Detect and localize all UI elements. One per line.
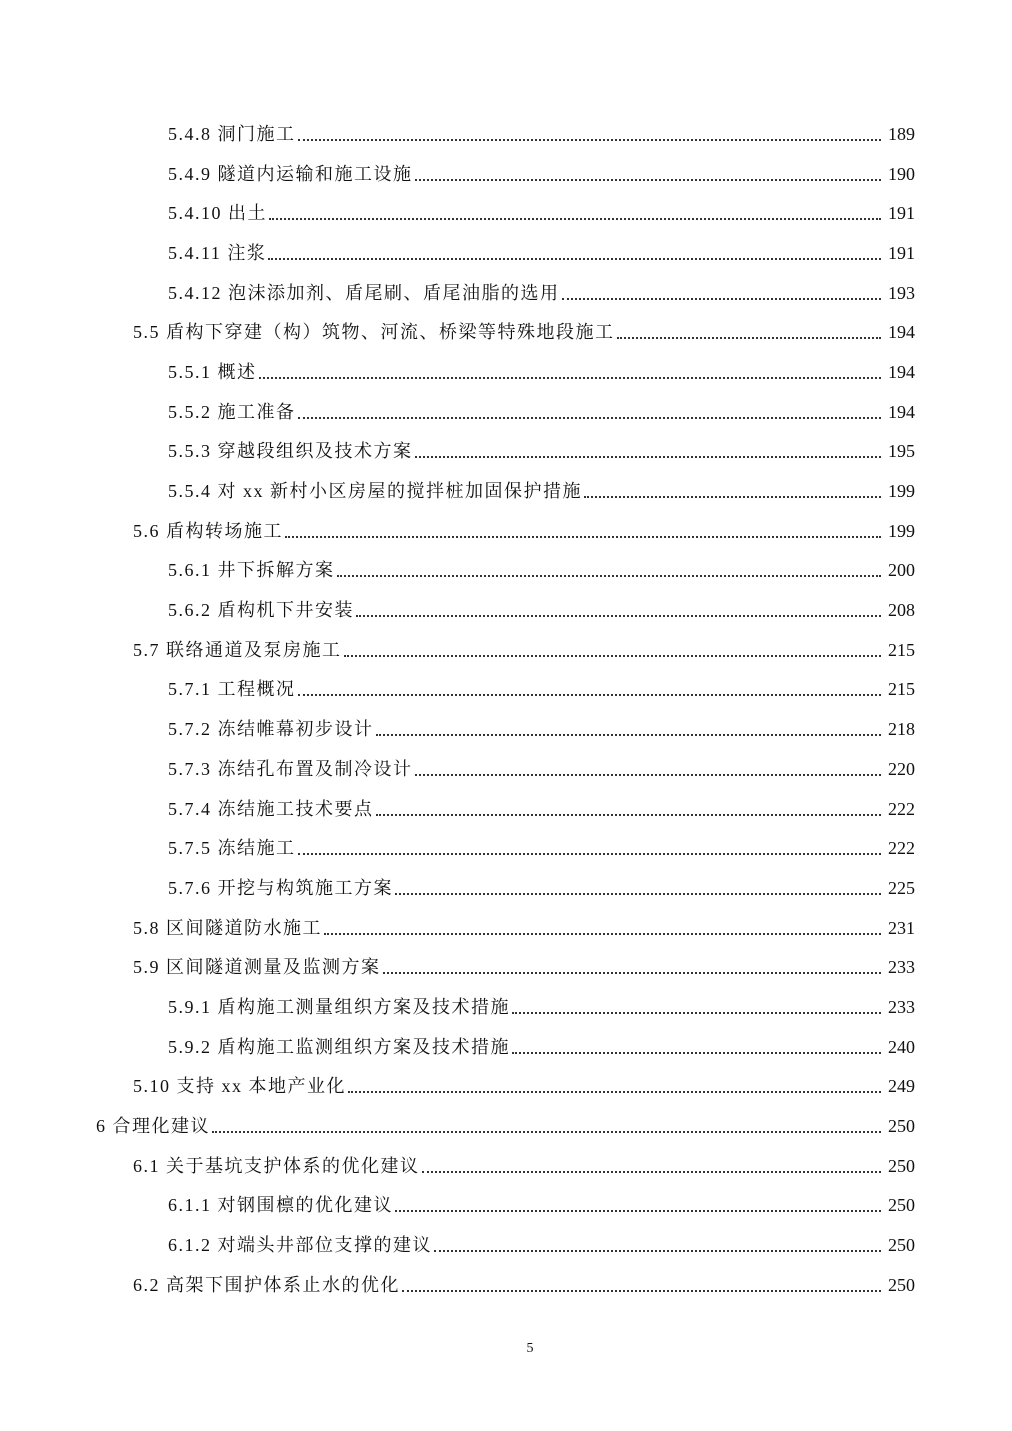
toc-entry[interactable]: [0, 828, 1012, 868]
toc-entry-title: 5.10 支持 xx 本地产业化: [133, 1076, 346, 1097]
toc-entry[interactable]: [0, 630, 1012, 670]
toc-entry-page: 218: [888, 719, 915, 740]
toc-entry-page: 189: [888, 123, 915, 144]
toc-entry-title: 6.1 关于基坑支护体系的优化建议: [133, 1155, 420, 1176]
toc-entry-title: 5.6.1 井下拆解方案: [168, 560, 335, 581]
toc-entry-page: 199: [888, 520, 915, 541]
toc-entry-title: 6.2 高架下围护体系止水的优化: [133, 1274, 400, 1295]
toc-entry-page: 222: [888, 798, 915, 819]
toc-entry[interactable]: [0, 987, 1012, 1027]
toc-entry-title: 5.7 联络通道及泵房施工: [133, 639, 342, 660]
toc-entry-title: 5.4.11 注浆: [168, 242, 267, 263]
toc-entry-title: 5.7.1 工程概况: [168, 679, 296, 700]
toc-entry-title: 5.4.12 泡沫添加剂、盾尾刷、盾尾油脂的选用: [168, 282, 560, 303]
toc-entry-title: 5.5.2 施工准备: [168, 401, 296, 422]
toc-entry[interactable]: [0, 1067, 1012, 1107]
toc-leader-dots: [415, 179, 882, 181]
toc-entry-page: 250: [888, 1235, 915, 1256]
toc-entry-title: 5.7.6 开挖与构筑施工方案: [168, 877, 393, 898]
toc-leader-dots: [298, 853, 882, 855]
toc-entry[interactable]: [0, 1265, 1012, 1305]
toc-entry-title: 5.8 区间隧道防水施工: [133, 917, 322, 938]
toc-entry-page: 199: [888, 481, 915, 502]
toc-entry-page: 194: [888, 322, 915, 343]
toc-entry[interactable]: [0, 1225, 1012, 1265]
toc-entry-title: 5.4.9 隧道内运输和施工设施: [168, 163, 413, 184]
toc-entry-page: 240: [888, 1036, 915, 1057]
toc-entry[interactable]: [0, 789, 1012, 829]
table-of-contents: [0, 114, 1012, 1305]
toc-entry[interactable]: [0, 273, 1012, 313]
toc-leader-dots: [512, 1052, 881, 1054]
toc-leader-dots: [415, 774, 882, 776]
toc-entry-title: 5.9 区间隧道测量及监测方案: [133, 957, 381, 978]
toc-entry-page: 190: [888, 163, 915, 184]
toc-leader-dots: [415, 456, 882, 458]
toc-entry[interactable]: [0, 352, 1012, 392]
toc-entry[interactable]: [0, 670, 1012, 710]
toc-entry-title: 6.1.2 对端头井部位支撑的建议: [168, 1235, 432, 1256]
toc-entry-page: 249: [888, 1076, 915, 1097]
toc-entry-title: 5.7.4 冻结施工技术要点: [168, 798, 374, 819]
toc-entry-page: 191: [888, 242, 915, 263]
toc-entry-title: 5.5.1 概述: [168, 361, 257, 382]
toc-leader-dots: [324, 933, 881, 935]
toc-entry-title: 5.4.10 出土: [168, 203, 267, 224]
toc-entry-page: 208: [888, 600, 915, 621]
toc-entry[interactable]: [0, 193, 1012, 233]
toc-entry[interactable]: [0, 868, 1012, 908]
toc-entry-page: 215: [888, 639, 915, 660]
toc-entry[interactable]: [0, 233, 1012, 273]
toc-entry[interactable]: [0, 1146, 1012, 1186]
toc-leader-dots: [376, 814, 882, 816]
toc-leader-dots: [512, 1012, 881, 1014]
toc-entry-page: 194: [888, 401, 915, 422]
toc-entry[interactable]: [0, 1027, 1012, 1067]
toc-leader-dots: [344, 655, 882, 657]
toc-entry-title: 5.5.4 对 xx 新村小区房屋的搅拌桩加固保护措施: [168, 481, 582, 502]
toc-entry-page: 231: [888, 917, 915, 938]
toc-leader-dots: [376, 734, 882, 736]
toc-leader-dots: [395, 893, 881, 895]
toc-entry-title: 5.5.3 穿越段组织及技术方案: [168, 441, 413, 462]
toc-entry[interactable]: [0, 392, 1012, 432]
toc-leader-dots: [298, 139, 882, 141]
toc-entry[interactable]: [0, 551, 1012, 591]
toc-entry-page: 250: [888, 1116, 915, 1137]
toc-leader-dots: [402, 1290, 881, 1292]
toc-entry-title: 5.9.1 盾构施工测量组织方案及技术措施: [168, 996, 510, 1017]
toc-entry-title: 5.7.2 冻结帷幕初步设计: [168, 719, 374, 740]
toc-entry-page: 222: [888, 838, 915, 859]
toc-entry-page: 233: [888, 996, 915, 1017]
toc-leader-dots: [434, 1250, 881, 1252]
toc-entry-page: 233: [888, 957, 915, 978]
toc-leader-dots: [356, 615, 881, 617]
toc-leader-dots: [268, 258, 881, 260]
toc-entry[interactable]: [0, 1186, 1012, 1226]
toc-entry[interactable]: [0, 590, 1012, 630]
toc-entry-title: 5.9.2 盾构施工监测组织方案及技术措施: [168, 1036, 510, 1057]
toc-entry-page: 200: [888, 560, 915, 581]
toc-entry-title: 5.6 盾构转场施工: [133, 520, 283, 541]
toc-leader-dots: [298, 417, 882, 419]
toc-entry-title: 6.1.1 对钢围檩的优化建议: [168, 1195, 393, 1216]
toc-leader-dots: [269, 218, 881, 220]
toc-leader-dots: [348, 1091, 881, 1093]
page-number: 5: [526, 1341, 534, 1356]
toc-leader-dots: [395, 1210, 881, 1212]
toc-entry-page: 193: [888, 282, 915, 303]
toc-leader-dots: [298, 694, 882, 696]
toc-entry-title: 5.4.8 洞门施工: [168, 123, 296, 144]
toc-entry-title: 5.6.2 盾构机下井安装: [168, 600, 354, 621]
toc-leader-dots: [584, 496, 881, 498]
toc-entry-title: 5.7.5 冻结施工: [168, 838, 296, 859]
toc-entry[interactable]: [0, 312, 1012, 352]
toc-entry-page: 195: [888, 441, 915, 462]
toc-leader-dots: [562, 298, 882, 300]
toc-entry-title: 5.5 盾构下穿建（构）筑物、河流、桥梁等特殊地段施工: [133, 322, 615, 343]
toc-leader-dots: [337, 575, 882, 577]
toc-entry[interactable]: [0, 947, 1012, 987]
toc-entry-title: 6 合理化建议: [96, 1116, 210, 1137]
toc-entry[interactable]: [0, 749, 1012, 789]
toc-entry-page: 225: [888, 877, 915, 898]
toc-entry-title: 5.7.3 冻结孔布置及制冷设计: [168, 758, 413, 779]
toc-entry-page: 250: [888, 1195, 915, 1216]
toc-entry[interactable]: [0, 432, 1012, 472]
toc-entry-page: 250: [888, 1274, 915, 1295]
toc-leader-dots: [422, 1171, 882, 1173]
toc-entry[interactable]: [0, 1106, 1012, 1146]
toc-leader-dots: [212, 1131, 881, 1133]
toc-entry-page: 250: [888, 1155, 915, 1176]
toc-entry-page: 194: [888, 361, 915, 382]
toc-entry[interactable]: [0, 709, 1012, 749]
toc-entry-page: 191: [888, 203, 915, 224]
toc-leader-dots: [259, 377, 882, 379]
toc-leader-dots: [285, 536, 881, 538]
toc-entry[interactable]: [0, 471, 1012, 511]
toc-leader-dots: [617, 337, 882, 339]
toc-entry[interactable]: [0, 114, 1012, 154]
toc-leader-dots: [383, 972, 882, 974]
toc-entry[interactable]: [0, 908, 1012, 948]
toc-entry[interactable]: [0, 154, 1012, 194]
toc-entry-page: 220: [888, 758, 915, 779]
toc-entry[interactable]: [0, 511, 1012, 551]
toc-entry-page: 215: [888, 679, 915, 700]
